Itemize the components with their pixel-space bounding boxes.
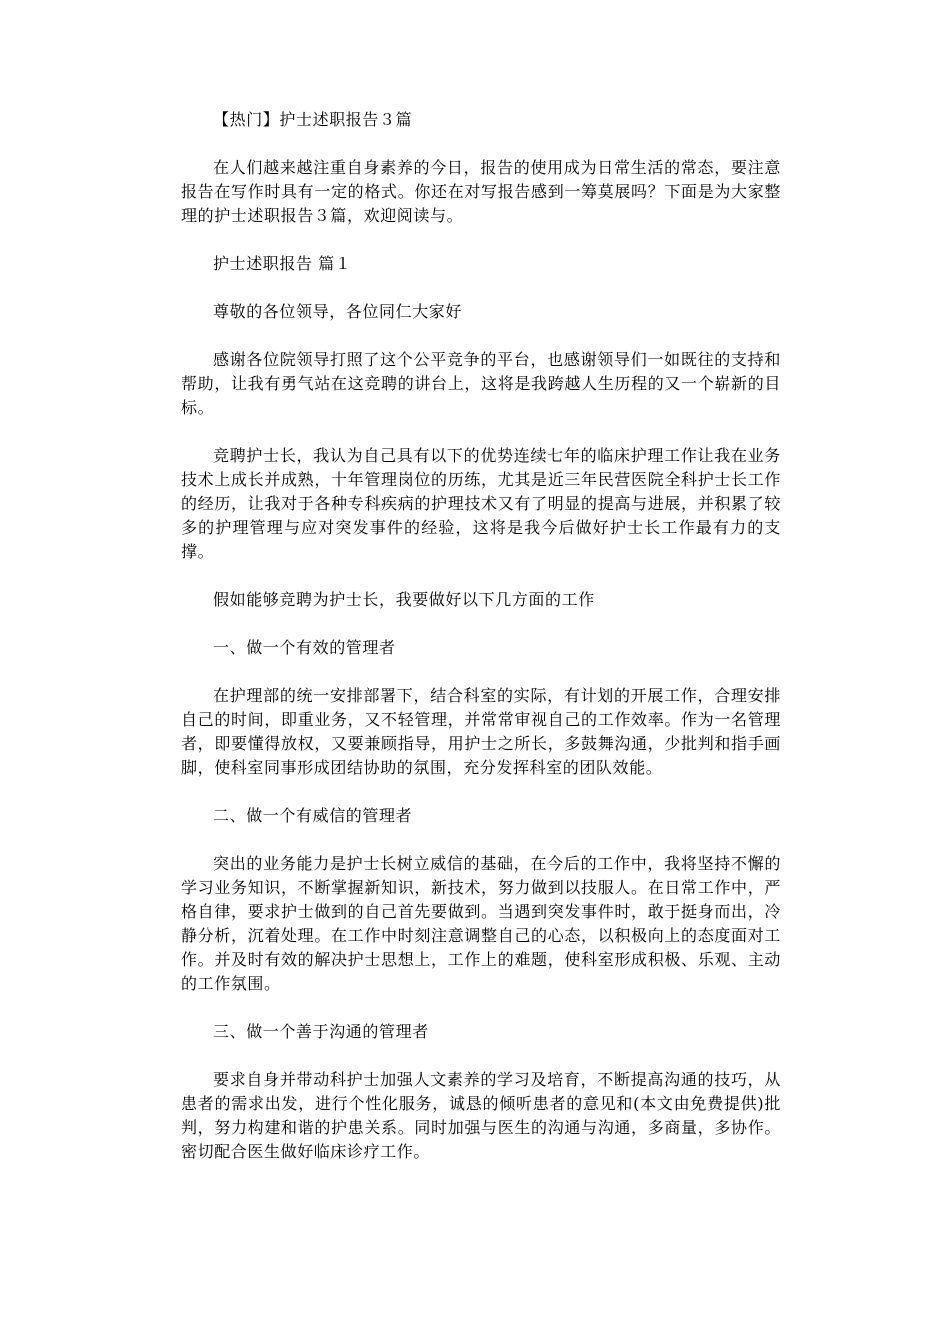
document-title: 【热门】护士述职报告３篇: [213, 110, 413, 129]
section-heading-part-1: 护士述职报告 篇１: [213, 254, 352, 273]
document-page: [181, 108, 781, 1188]
body-paragraph: 在护理部的统一安排部署下，结合科室的实际，有计划的开展工作，合理安排自己的时间，即重业务，又不轻管理，并常常审视自己的工作效率。作为一名管理者，即要懂得放权，又要兼顾指导，用护士之所长，多鼓舞沟通，少批判和指手画脚，使科室同事形成团结协助的氛围，充分发挥科室的团队效能。: [181, 686, 781, 777]
body-paragraph: 假如能够竞聘为护士长，我要做好以下几方面的工作: [213, 590, 595, 609]
subheading-communicative-manager: 三、做一个善于沟通的管理者: [213, 1022, 429, 1041]
salutation: 尊敬的各位领导，各位同仁大家好: [213, 302, 463, 321]
subheading-prestigious-manager: 二、做一个有威信的管理者: [213, 806, 413, 825]
body-paragraph: 突出的业务能力是护士长树立威信的基础，在今后的工作中，我将坚持不懈的学习业务知识，不断掌握新知识，新技术，努力做到以技服人。在日常工作中，严格自律，要求护士做到的自己首先要做到。当遇到突发事件时，敢于挺身而出，冷静分析，沉着处理。在工作中时刻注意调整自己的心态，以积极向上的态度面对工作。并及时有效的解决护士思想上，工作上的难题，使科室形成积极、乐观、主动的工作氛围。: [181, 854, 781, 993]
intro-paragraph: 在人们越来越注重自身素养的今日，报告的使用成为日常生活的常态，要注意报告在写作时具有一定的格式。你还在对写报告感到一筹莫展吗？下面是为大家整理的护士述职报告３篇，欢迎阅读与。: [181, 158, 781, 225]
body-paragraph: 要求自身并带动科护士加强人文素养的学习及培育，不断提高沟通的技巧，从患者的需求出发，进行个性化服务，诚恳的倾听患者的意见和(本文由免费提供)批判，努力构建和谐的护患关系。同时加强与医生的沟通与沟通，多商量，多协作。密切配合医生做好临床诊疗工作。: [181, 1070, 781, 1161]
body-paragraph: 感谢各位院领导打照了这个公平竞争的平台，也感谢领导们一如既往的支持和帮助，让我有勇气站在这竞聘的讲台上，这将是我跨越人生历程的又一个崭新的目标。: [181, 350, 781, 417]
body-paragraph: 竞聘护士长，我认为自己具有以下的优势连续七年的临床护理工作让我在业务技术上成长并成熟，十年管理岗位的历练，尤其是近三年民营医院全科护士长工作的经历，让我对于各种专科疾病的护理技术又有了明显的提高与进展，并积累了较多的护理管理与应对突发事件的经验，这将是我今后做好护士长工作最有力的支撑。: [181, 446, 781, 561]
subheading-effective-manager: 一、做一个有效的管理者: [213, 638, 396, 657]
